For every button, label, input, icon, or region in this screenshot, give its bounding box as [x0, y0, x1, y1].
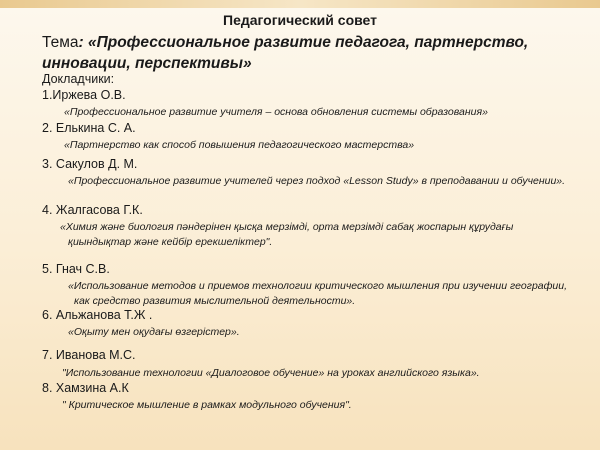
slide-title: Педагогический совет — [223, 12, 377, 28]
theme-label: Тема — [42, 34, 79, 51]
speaker-8-talk: " Критическое мышление в рамках модульного обучения". — [62, 399, 352, 411]
theme-text: : «Профессиональное развитие педагога, партнерство, инновации, перспективы» — [42, 34, 529, 72]
speaker-2-talk: «Партнерство как способ повышения педагогического мастерства» — [64, 139, 415, 151]
speaker-6-name: 6. Альжанова Т.Ж . — [42, 308, 153, 322]
speakers-label: Докладчики: — [42, 72, 115, 86]
speaker-7-talk: "Использование технологии «Диалоговое обучение» на уроках английского языка». — [62, 367, 480, 379]
speaker-3-talk: «Профессиональное развитие учителей через подход «Lesson Study» в преподавании и обучении». — [68, 175, 566, 187]
speaker-5-talk-line-1: «Использование методов и приемов технологии критического мышления при изучении географии, — [68, 280, 567, 292]
speaker-4-talk-line-1: «Химия және биология пәндерінен қысқа мерзімді, орта мерзімді сабақ жоспарын құрудағы — [60, 221, 514, 233]
speaker-4-talk-line-2: қиындықтар және кейбір ерекшеліктер". — [68, 236, 273, 248]
theme — [42, 32, 582, 74]
speaker-5-name: 5. Гнач С.В. — [42, 262, 110, 276]
decorative-top-bar — [0, 0, 600, 8]
speaker-3-name: 3. Сакулов Д. М. — [42, 157, 138, 171]
speaker-5-talk-line-2: как средство развития мыслительной деятельности». — [74, 295, 356, 307]
speaker-8-name: 8. Хамзина А.К — [42, 381, 129, 395]
speaker-6-talk: «Оқыту мен оқудағы өзгерістер». — [68, 326, 240, 338]
speaker-1-name: 1.Иржева О.В. — [42, 88, 126, 102]
speaker-2-name: 2. Елькина С. А. — [42, 121, 136, 135]
speaker-7-name: 7. Иванова М.С. — [42, 348, 136, 362]
speaker-4-name: 4. Жалгасова Г.К. — [42, 203, 143, 217]
speaker-1-talk: «Профессиональное развитие учителя – основа обновления системы образования» — [64, 106, 488, 118]
